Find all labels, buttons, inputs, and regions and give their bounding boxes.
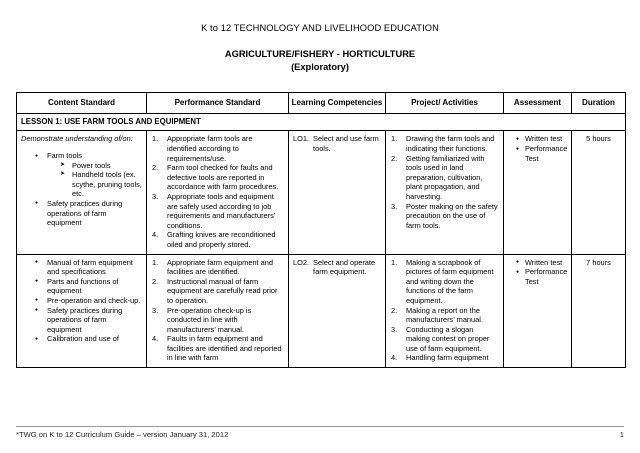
content-standard-intro: Demonstrate understanding of/on: xyxy=(21,134,133,144)
list-item-label: Farm tools xyxy=(47,151,82,160)
learning-outcome xyxy=(293,258,381,277)
content-standard-list xyxy=(21,258,142,344)
list-item: ● Pre-operation and check-up. xyxy=(35,296,142,306)
column-header-duration: Duration xyxy=(572,93,626,114)
list-item: Appropriate farm equipment and facilities are identified. xyxy=(167,257,273,277)
cell-content-standard xyxy=(17,131,147,254)
learning-outcome-text: Select and use farm tools. xyxy=(313,134,379,153)
list-item: ● Written test xyxy=(516,258,567,268)
document-title-subject: AGRICULTURE/FISHERY - HORTICULTURE xyxy=(224,49,416,59)
curriculum-guide-table xyxy=(16,92,626,368)
list-item: ● Performance Test xyxy=(516,144,567,163)
lesson-banner-label: LESSON 1: USE FARM TOOLS AND EQUIPMENT xyxy=(17,114,626,131)
cell-duration: 5 hours xyxy=(572,131,626,254)
list-item: ● Calibration and use of xyxy=(35,334,142,344)
page-footer xyxy=(16,426,624,439)
content-standard-list xyxy=(21,151,142,228)
column-header-project-activities: Project/ Activities xyxy=(386,93,504,114)
document-title-exploratory: (Exploratory) xyxy=(291,62,349,72)
cell-performance-standard xyxy=(147,254,289,368)
performance-standard-list xyxy=(151,258,284,364)
cell-duration: 7 hours xyxy=(572,254,626,368)
column-header-learning-competencies: Learning Competencies xyxy=(289,93,386,114)
cell-learning-competencies xyxy=(289,254,386,368)
list-item: Pre-operation check-up is conducted in line with manufacturers’ manual. xyxy=(167,305,252,334)
assessment-list xyxy=(508,258,567,287)
lesson-banner-row xyxy=(17,114,626,131)
list-item: ● Manual of farm equipment and specifications xyxy=(35,258,142,277)
table-header-row xyxy=(17,93,626,114)
cell-project-activities xyxy=(386,254,504,368)
list-item: Poster making on the safety precaution on the use of farm tools. xyxy=(406,201,498,230)
column-header-assessment: Assessment xyxy=(504,93,572,114)
list-item: Getting familiarized with tools used in land preparation, cultivation, plant propagation, and harvesting. xyxy=(406,153,485,201)
list-item: Appropriate tools and equipment are safely used according to job requirements and manufacturers’ conditions. xyxy=(167,191,276,230)
footer-page-number: 1 xyxy=(619,430,624,439)
column-header-performance-standard: Performance Standard xyxy=(147,93,289,114)
list-item: Drawing the farm tools and indicating their functions. xyxy=(406,134,495,153)
learning-outcome-code: LO2. xyxy=(293,257,310,267)
cell-learning-competencies xyxy=(289,131,386,254)
learning-outcome xyxy=(293,134,381,153)
table-row xyxy=(17,131,626,254)
list-item: Conducting a slogan making contest on proper use of farm equipment. xyxy=(406,324,490,353)
list-item: ● Safety practices during operations of farm equipment xyxy=(35,199,142,228)
cell-project-activities xyxy=(386,131,504,254)
list-item: ● Written test xyxy=(516,134,567,144)
cell-content-standard xyxy=(17,254,147,368)
content-standard-sublist xyxy=(47,161,142,199)
cell-assessment xyxy=(504,131,572,254)
list-item: ● Safety practices during operations of farm equipment xyxy=(35,306,142,335)
document-header xyxy=(0,0,640,74)
list-item: Making a report on the manufacturers’ manual. xyxy=(406,305,483,325)
cell-assessment xyxy=(504,254,572,368)
table-row xyxy=(17,254,626,368)
list-item: Faults in farm equipment and facilities are identified and reported in line with farm xyxy=(167,334,282,363)
list-item: Making a scrapbook of pictures of farm equipment and writing down the functions of the farm equipment. xyxy=(406,257,494,305)
document-title-main: K to 12 TECHNOLOGY AND LIVELIHOOD EDUCATION xyxy=(201,23,439,33)
project-activities-list xyxy=(390,258,499,364)
list-item: Farm tool checked for faults and defective tools are reported in accordance with farm procedures. xyxy=(167,163,279,192)
assessment-list xyxy=(508,134,567,163)
list-item: ➤ Power tools xyxy=(60,161,142,171)
list-item xyxy=(35,151,142,199)
cell-performance-standard xyxy=(147,131,289,254)
learning-outcome-text: Select and operate farm equipment. xyxy=(313,257,376,276)
footer-note: *TWG on K to 12 Curriculum Guide – version January 31, 2012 xyxy=(16,430,229,439)
learning-outcome-code: LO1. xyxy=(293,134,310,144)
performance-standard-list xyxy=(151,134,284,249)
project-activities-list xyxy=(390,134,499,230)
list-item: Handling farm equipment xyxy=(406,353,489,363)
list-item: ➤ Handheld tools (ex. scythe, pruning tools, etc. xyxy=(60,170,142,199)
list-item: ● Performance Test xyxy=(516,267,567,286)
list-item: Appropriate farm tools are identified according to requirements/use. xyxy=(167,134,253,163)
column-header-content-standard: Content Standard xyxy=(17,93,147,114)
list-item: Grafting knives are reconditioned oiled and properly stored. xyxy=(167,230,276,249)
list-item: ● Parts and functions of equipment xyxy=(35,277,142,296)
list-item: Instructional manual of farm equipment are carefully read prior to operation. xyxy=(167,276,278,305)
